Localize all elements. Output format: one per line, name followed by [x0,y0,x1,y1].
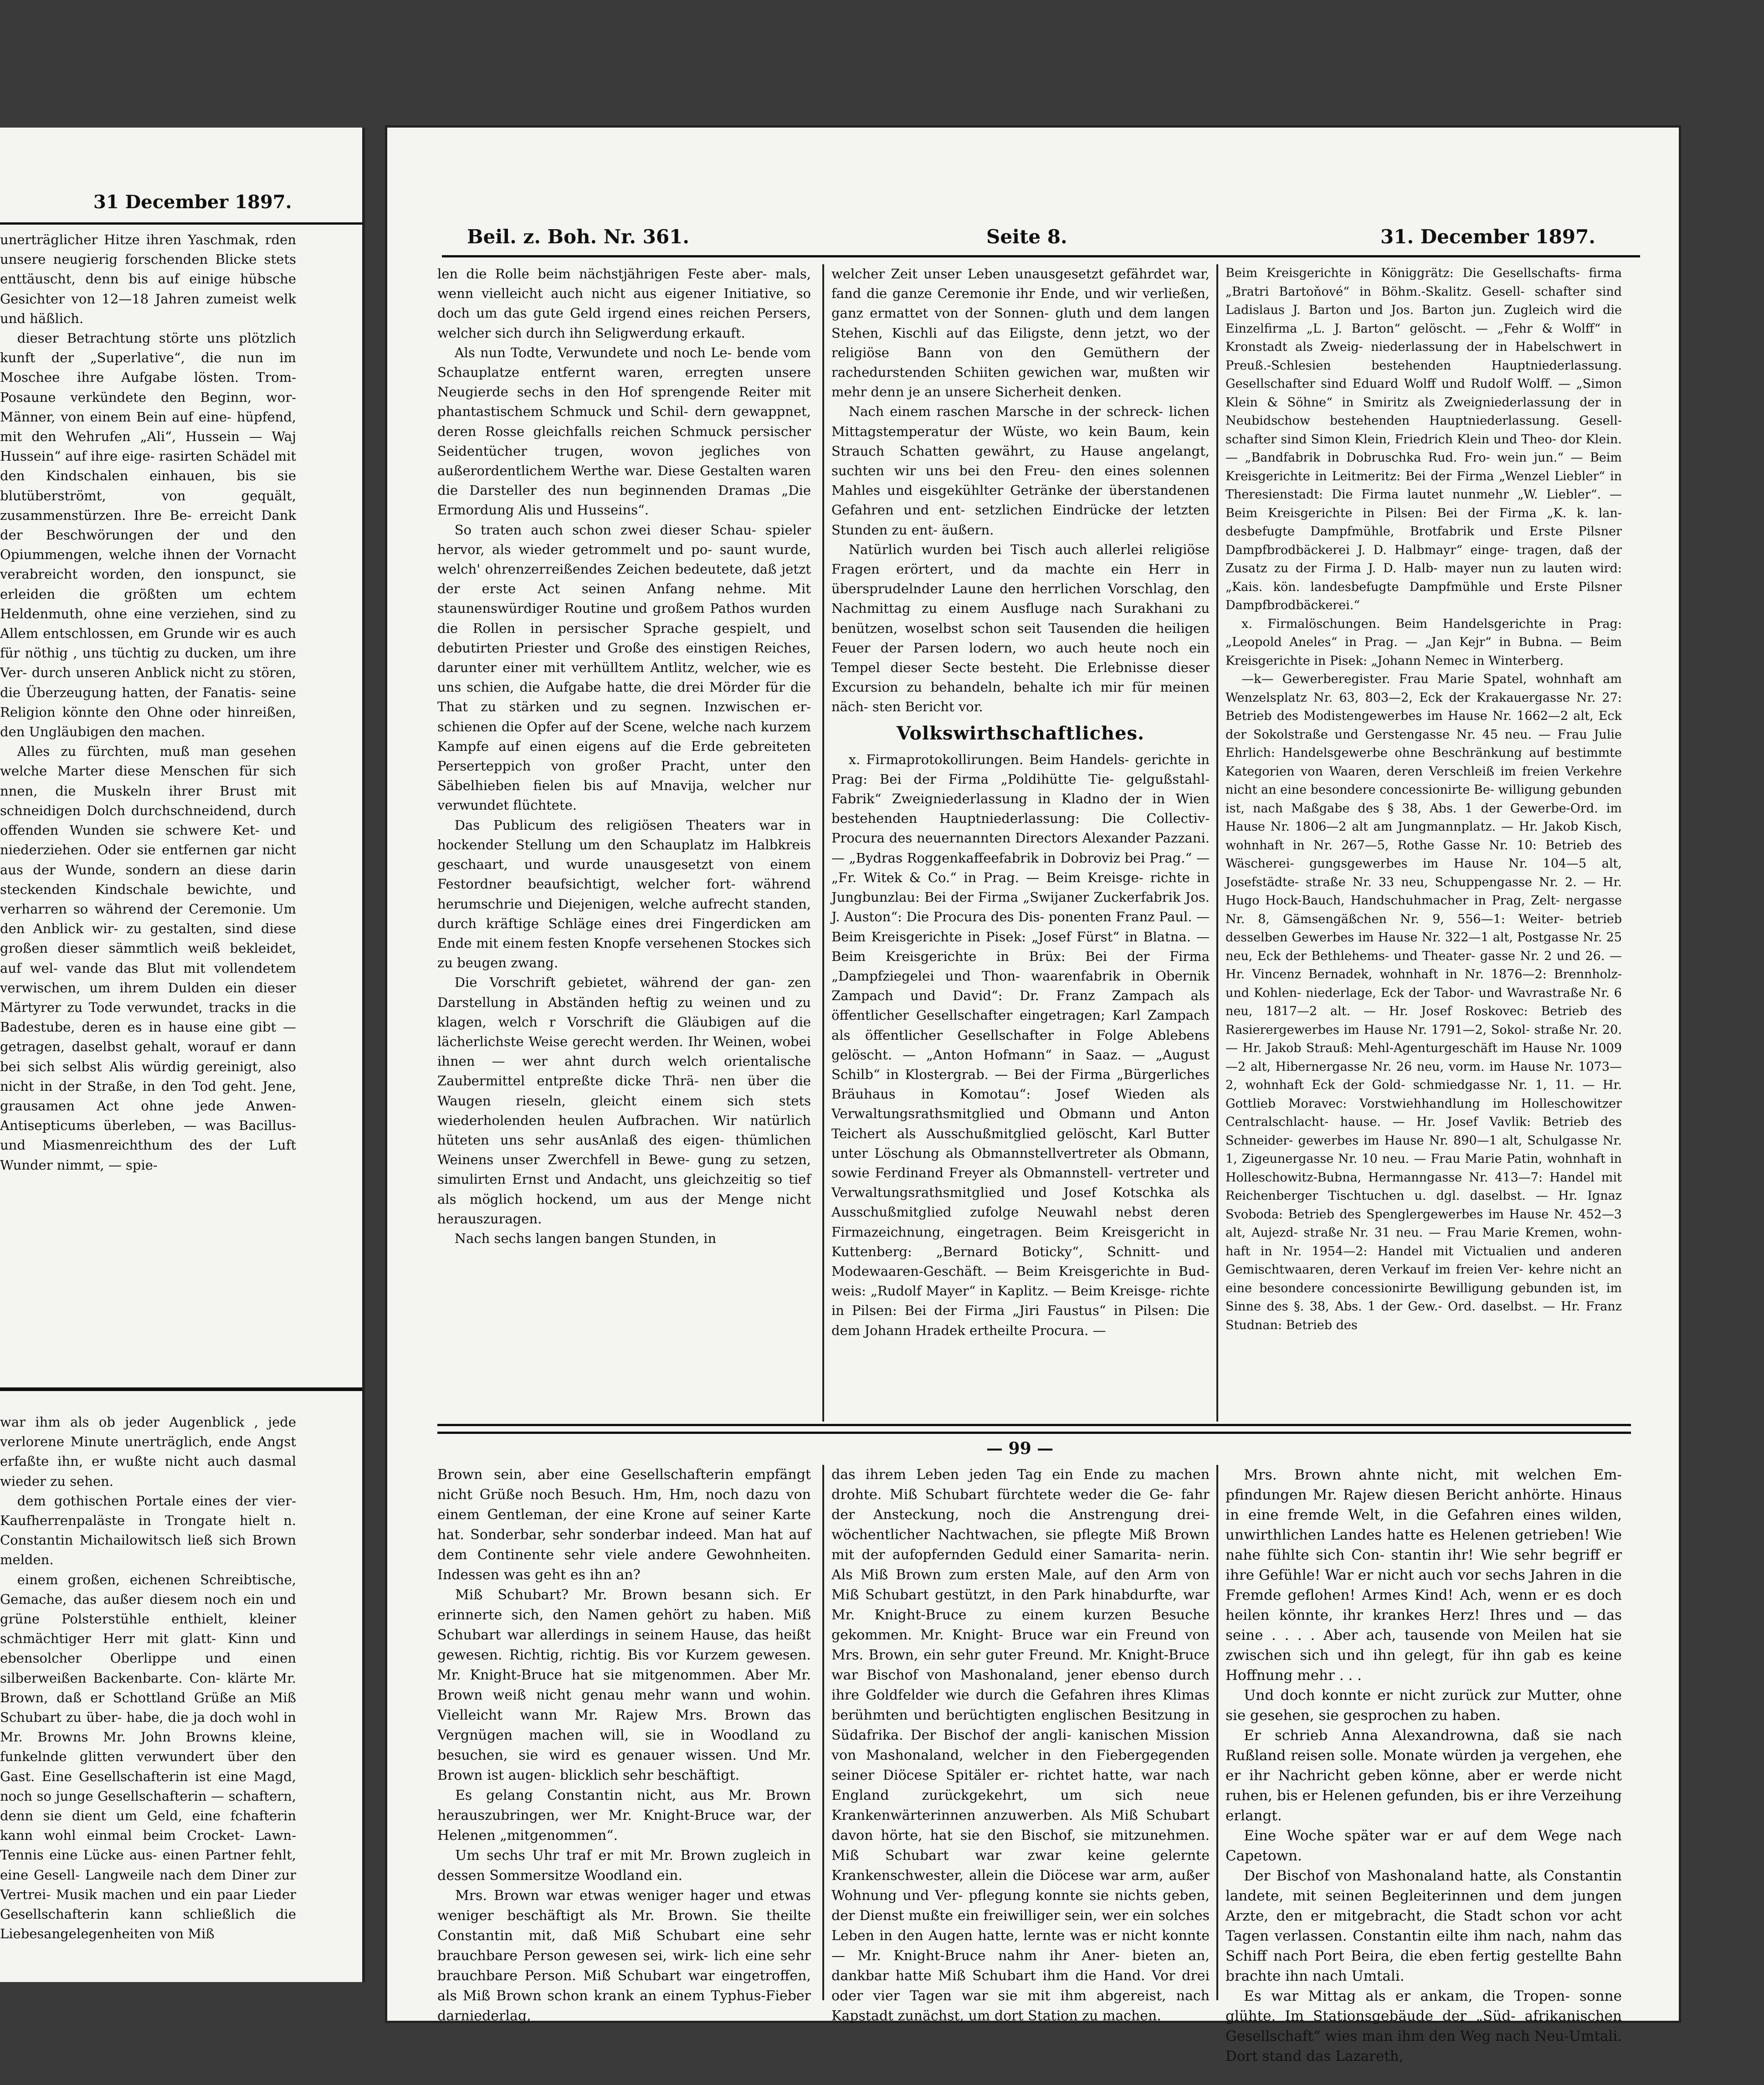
header-date: 31. December 1897. [1380,226,1595,248]
column-divider-2 [1216,264,1218,1422]
left-page-paragraph: einem großen, eichenen Schreibtische, Gemache, das außer diesem noch ein und grüne Polsterstühle enthielt, kleiner schmächtiger Herr mit glatt- Kinn und ebensolcher Oberlippe und einen silberweißen Backenbarte. Con- klärte Mr. Brown, daß er Schottland Grüße an Miß Schubart zu über- habe, die ja doch wohl in Mr. Browns Mr. John Browns kleine, funkelnde glitten verwundert über den Gast. Eine Gesellschafterin ist eine Magd, noch so junge Gesellschafterin — schaftern, denn sie dient um Geld, eine fchafterin kann wohl einmal beim Crocket- Lawn-Tennis eine Lücke aus- einen Partner fehlt, eine Gesell- Langweile nach dem Diner zur Vertrei- Musik machen und ein paar Lieder Gesellschafterin kann schließlich die Liebesangelegenheiten von Miß [0,1571,296,1942]
feuilleton-paragraph: Der Bischof von Mashonaland hatte, als Constantin landete, mit seinen Begleiterinnen und dem jungen Arzte, den er mitgebracht, die Stadt schon vor acht Tagen verlassen. Constantin eilte ihm nach, nahm das Schiff nach Port Beira, die eben fertig gestellte Bahn brachte ihn nach Umtali. [1226,1868,1622,1984]
article-paragraph: Das Publicum des religiösen Theaters war in hockender Stellung um den Schauplatz im Halbkreis geschaart, und wurde unausgesetzt von einem Festordner beaufsichtigt, welcher fort- während herumschrie und Diejenigen, welche aufrecht standen, durch kräftige Schläge eines drei Fingerdicken am Ende mit einem festen Knopfe versehenen Stockes sich zu beugen zwang. [437,817,811,971]
feuilleton-column-3 [1226,1465,1622,2064]
article-paragraph: Als nun Todte, Verwundete und noch Le- bende vom Schauplatze entfernt waren, erregten unsere Neugierde sechs in den Hof sprengende Reiter mit phantastischem Schmuck und Schil- dern gewappnet, deren Rosse gleichfalls reichen Schmuck persischer Seidentücher trugen, wovon jegliches von außerordentlichem Werthe war. Diese Gestalten waren die Darsteller des nun beginnenden Dramas „Die Ermordung Alis und Husseins“. [437,344,811,518]
left-feuilleton-rule [0,1387,362,1391]
feuilleton-column-1 [437,1465,811,2024]
left-header-rule [0,222,362,225]
article-paragraph: Nach sechs langen bangen Stunden, in [454,1230,717,1246]
register-entry: x. Firmaprotokollirungen. Beim Handels- gerichte in Prag: Bei der Firma „Poldihütte Tie- gelgußstahl-Fabrik“ Zweigniederlassung in Kladno der in Wien bestehenden Hauptniederlassung: Die Collectiv- Procura des neuernannten Directors Alexander Pazzani. — „Bydras Roggenkaffeefabrik in Dobroviz bei Prag.“ — „Fr. Witek & Co.“ in Prag. — Beim Kreisge- richte in Jungbunzlau: Bei der Firma „Swijaner Zuckerfabrik Jos. J. Auston“: Die Procura des Dis- ponenten Franz Paul. — Beim Kreisgerichte in Pisek: „Josef Fürst“ in Blatna. — Beim Kreisgerichte in Brüx: Bei der Firma „Dampfziegelei und Thon- waarenfabrik in Obernik Zampach und David“: Dr. Franz Zampach als öffentlicher Gesellschafter eingetragen; Karl Zampach als öffentlicher Gesellschafter in Folge Ablebens gelöscht. — „Anton Hofmann“ in Saaz. — „August Schilb“ in Klostergrab. — Bei der Firma „Bürgerliches Bräuhaus in Komotau“: Josef Wieden als Verwaltungsrathsmitglied und Obmann und Anton Teichert als Ausschußmitglied gelöscht, Karl Butter unter Löschung als Obmannstellvertreter als Obmann, sowie Ferdinand Freyer als Obmannstell- vertreter und Verwaltungsrathsmitglied und Josef Kotschka als Ausschußmitglied zufolge Neuwahl nebst deren Firmazeichnung, eingetragen. Beim Kreisgericht in Kuttenberg: „Bernard Boticky“, Schnitt- und Modewaaren-Geschäft. — Beim Kreisgerichte in Bud- weis: „Rudolf Mayer“ in Kaplitz. — Beim Kreisge- richte in Pilsen: Bei der Firma „Jiri Faustus“ in Pilsen: Die dem Johann Hradek ertheilte Procura. — [831,751,1210,1338]
feuilleton-paragraph: das ihrem Leben jeden Tag ein Ende zu machen drohte. Miß Schubart fürchtete weder die Ge- fahr der Ansteckung, noch die Anstrengung drei- wöchentlicher Nachtwachen, sie pflegte Miß Brown mit der aufopfernden Geduld einer Samarita- nerin. Als Miß Brown zum ersten Male, auf den Arm von Miß Schubart gestützt, in den Park hinabdurfte, war Mr. Knight-Bruce zu einem kurzen Besuche gekommen. Mr. Knight- Bruce war ein Freund von Mrs. Brown, ein sehr guter Freund. Mr. Knight-Bruce war Bischof von Mashonaland, jener ebenso durch ihre Goldfelder wie durch die Gefahren ihres Klimas berühmten und berüchtigten englischen Besitzung in Südafrika. Der Bischof der angli- kanischen Mission von Mashonaland, welcher in den Fiebergegenden seiner Diöcese Spitäler er- richtet hatte, war nach England zurückgekehrt, um sich neue Krankenwärterinnen anzuwerben. Als Miß Schubart davon hörte, hat sie den Bischof, sie mitzunehmen. Miß Schubart war zwar keine gelernte Krankenschwester, allein die Diöcese war arm, außer Wohnung und Ver- pflegung konnte sie nichts geben, der Dienst mußte ein freiwilliger sein, wer ein solches Leben in den Augen hatte, lernte was er nicht konnte — Mr. Knight-Bruce nahm ihr Aner- bieten an, dankbar hatte Miß Schubart ihm die Hand. Vor drei oder vier Tagen war sie mit ihm abgereist, nach Kapstadt zunächst, um dort Station zu machen. [831,1467,1210,2024]
column-divider-1 [822,264,824,1422]
left-page-date: 31 December 1897. [93,191,292,213]
feuilleton-paragraph: Mrs. Brown ahnte nicht, mit welchen Em- pfindungen Mr. Rajew diesen Bericht anhörte. Hinaus in eine fremde Welt, in die Gefahren eines wilden, unwirthlichen Landes hatte es Helenen getrieben! Wie nahe fühlte sich Con- stantin ihr! Wie sehr begriff er ihre Gefühle! War er nicht auch vor sechs Jahren in die Fremde geflohen! Armes Kind! Ach, wenn er es doch heilen könnte, ihr krankes Herz! Ihres und — das seine . . . . Aber ach, tausende von Meilen hat sie zwischen sich und ihn gelegt, für ihn gab es keine Hoffnung mehr . . . [1226,1467,1622,1684]
page-label: Seite 8. [986,226,1067,248]
left-page-paragraph: dem gothischen Portale eines der vier- Kaufherrenpaläste in Trongate hielt n. Constantin Michailowitsch ließ sich Brown melden. [0,1493,296,1568]
left-page-column-1 [0,230,296,1374]
feuilleton-paragraph: Eine Woche später war er auf dem Wege nach Capetown. [1226,1828,1622,1864]
register-entry: —k— Gewerberegister. Frau Marie Spatel, wohnhaft am Wenzelsplatz Nr. 63, 803—2, Eck der Krakauergasse Nr. 27: Betrieb des Modistengewerbes im Hause Nr. 1662—2 alt, Eck der Sokolstraße und Gerstengasse Nr. 45 neu. — Frau Julie Ehrlich: Handelsgewerbe ohne Beschränkung auf bestimmte Kategorien von Waaren, deren Verschleiß im freien Verkehre nicht an eine besondere concessionirte Be- willigung gebunden ist, nach Maßgabe des § 38, Abs. 1 der Gewerbe-Ord. im Hause Nr. 1806—2 alt am Jungmannplatz. — Hr. Jakob Kisch, wohnhaft in Nr. 267—5, Rothe Gasse Nr. 10: Betrieb des Wäscherei- gungsgewerbes im Hause Nr. 104—5 alt, Josefstädte- straße Nr. 33 neu, Schuppengasse Nr. 2. — Hr. Hugo Hock-Bauch, Handschuhmacher in Prag, Zelt- nergasse Nr. 8, Gämsengäßchen Nr. 9, 556—1: Weiter- betrieb desselben Gewerbes im Hause Nr. 322—1 alt, Postgasse Nr. 25 neu, Eck der Bethlehems- und Theater- gasse Nr. 2 und 26. — Hr. Vincenz Bernadek, wohnhaft in Nr. 1876—2: Brennholz- und Kohlen- niederlage, Eck der Tabor- und Wavrastraße Nr. 6 neu, 1817—2 alt. — Hr. Josef Roskovec: Betrieb des Rasierergewerbes im Hause Nr. 1791—2, Sokol- straße Nr. 20. — Hr. Jakob Strauß: Mehl-Agenturgeschäft im Hause Nr. 1009—2 alt, Hibernergasse Nr. 26 neu, vorm. im Hause Nr. 1073—2, wohnhaft Eck der Gold- schmiedgasse Nr. 1, 11. — Hr. Gottlieb Moravec: Vorstwiehhandlung im Holleschowitzer Centralschlacht- hause. — Hr. Josef Vavlik: Betrieb des Schneider- gewerbes im Hause Nr. 890—1 alt, Schulgasse Nr. 1, Zigeunergasse Nr. 10 neu. — Frau Marie Patin, wohnhaft in Holleschowitz-Bubna, Hermanngasse Nr. 413—7: Handel mit Reichenberger Tischtuchen u. dgl. daselbst. — Hr. Ignaz Svoboda: Betrieb des Spenglergewerbes im Hause Nr. 452—3 alt, Aujezd- straße Nr. 31 neu. — Frau Marie Kremen, wohn- haft in Nr. 1954—2: Handel mit Victualien und anderen Gemischtwaaren, deren Verkauf im freien Ver- kehre nicht an eine besondere concessionirte Bewilligung gebunden ist, im Sinne des §. 38, Abs. 1 der Gew.- Ord. daselbst. — Hr. Franz Studnan: Betrieb des [1226,672,1622,1332]
feuilleton-paragraph: Er schrieb Anna Alexandrowna, daß sie nach Rußland reisen solle. Monate würden ja vergehen, ehe er ihr Nachricht geben könne, aber er werde nicht ruhen, bis er Helenen gefunden, bis er ihre Verzeihung erlangt. [1226,1727,1622,1824]
left-page-paragraph: unerträglicher Hitze ihren Yaschmak, rden unsere neugierig forschenden Blicke stets enttäuscht, denn bis auf einige hübsche Gesichter von 12—18 Jahren zumeist welk und häßlich. [0,232,296,326]
article-column-middle [831,264,1210,1412]
feuilleton-paragraph: Es gelang Constantin nicht, aus Mr. Brown herauszubringen, wer Mr. Knight-Bruce war, der Helenen „mitgenommen“. [437,1787,811,1844]
article-paragraph: So traten auch schon zwei dieser Schau- spieler hervor, als wieder getrommelt und po- saunt wurde, welch' ohrenzerreißendes Zeichen bedeutete, daß jetzt der erste Act seinen Anfang nehme. Mit staunenswürdiger Routine und großem Pathos wurden die Rollen in persischer Sprache gespielt, und debutirten Priester und Große des einstigen Reiches, darunter einer mit verhülltem Antlitz, welcher, wie es uns schien, die Aufgabe hatte, die drei Mörder für die That zu stärken und zu segnen. Inzwischen er- schienen die Opfer auf der Scene, welche nach kurzem Kampfe auf einen eigens auf die Erde gebreiteten Perserteppich von großer Pracht, unter den Säbelhieben fielen bis auf Mnavija, welcher nur verwundet flüchtete. [437,522,811,813]
feuilleton-paragraph: Um sechs Uhr traf er mit Mr. Brown zugleich in dessen Sommersitze Woodland ein. [437,1848,811,1884]
main-page [385,125,1681,2064]
article-paragraph: Natürlich wurden bei Tisch auch allerlei religiöse Fragen erörtert, und da machte ein Herr in übersprudelnder Laune den herrlichen Vorschlag, den Nachmittag zu einem Ausfluge nach Surakhani zu benützen, woselbst schon seit Tausenden die heiligen Feuer der Parsen lodern, wo auch heute noch ein Tempel dieser Secte besteht. Die Erlebnisse dieser Excursion zu behandeln, behalte ich mir für meinen näch- sten Bericht vor. [831,541,1210,715]
left-page-paragraph: dieser Betrachtung störte uns plötzlich kunft der „Superlative“, die nun im Moschee ihre Aufgabe lösten. Trom- Posaune verkündete den Beginn, wor- Männer, von einem Bein auf eine- hüpfend, mit den Wehrufen „Ali“, Hussein — Waj Hussein“ auf ihre eige- rasirten Schädel mit den Kindschalen einhauen, bis sie blutüberströmt, von gequält, zusammenstürzen. Ihre Be- erreicht Dank der Beschwörungen der und den Opiummengen, welche ihnen der Vornacht verabreicht worden, den ionspunct, sie erleiden die größten um echtem Heldenmuth, ohne eine verziehen, sind zu Allem entschlossen, em Grunde wir es auch für nöthig , uns tüchtig zu ducken, um ihre Ver- durch unseren Anblick nicht zu stören, die Überzeugung hatten, der Fanatis- seine Religion könnte den Ohne oder hinreißen, den Ungläubigen den machen. [0,330,296,740]
feuilleton-rule-bottom [437,1432,1631,1434]
header-rule [442,255,1640,257]
feuilleton-paragraph: Und doch konnte er nicht zurück zur Mutter, ohne sie gesehen, sie gesprochen zu haben. [1226,1687,1622,1724]
feuilleton-divider-2 [1216,1465,1218,2000]
article-paragraph: len die Rolle beim nächstjährigen Feste aber- mals, wenn vielleicht auch nicht aus eigener Initiative, so doch um das gute Geld irgend eines reichen Persers, welcher sich durch ihn Seligwerdung erkauft. [437,266,811,341]
feuilleton-divider-1 [822,1465,824,2000]
left-page-paragraph: war ihm als ob jeder Augenblick , jede verlorene Minute unerträglich, ende Angst erfaßte ihn, er wußte nicht auch dasmal wieder zu sehen. [0,1414,296,1489]
feuilleton-paragraph: Es war Mittag als er ankam, die Tropen- sonne glühte. Im Stationsgebäude der „Süd- afrikanischen Gesellschaft“ wies man ihm den Weg nach Neu-Umtali. Dort stand das Lazareth, [1226,1988,1622,2064]
feuilleton-paragraph: Brown sein, aber eine Gesellschafterin empfängt nicht Grüße noch Besuch. Hm, Hm, noch dazu von einem Gentleman, der eine Krone auf seiner Karte hat. Sonderbar, sehr sonderbar indeed. Man hat auf dem Continente sehr viele andere Gewohnheiten. Indessen was geht es ihn an? [437,1467,811,1583]
article-paragraph: Nach einem raschen Marsche in der schreck- lichen Mittagstemperatur der Wüste, wo kein Baum, kein Strauch Schatten gewährt, zu Hause angelangt, suchten wir uns bei den Freu- den eines solennen Mahles und eisgekühlter Getränke der überstandenen Gefahren und ent- setzlichen Eindrücke der letzten Stunden zu ent- äußern. [831,404,1210,538]
register-entry: Beim Kreisgerichte in Königgrätz: Die Gesellschafts- firma „Bratri Bartoňové“ in Böhm.-Skalitz. Gesell- schafter sind Ladislaus J. Barton und Jos. Barton jun. Zugleich wird die Einzelfirma „L. J. Barton“ gelöscht. — „Fehr & Wolff“ in Kronstadt als Zweig- niederlassung der in Habelschwert in Preuß.-Schlesien bestehenden Hauptniederlassung. Gesellschafter sind Eduard Wolff und Rudolf Wolff. — „Simon Klein & Söhne“ in Smiritz als Zweigniederlassung der in Neubidschow bestehenden Hauptniederlassung. Gesell- schafter sind Simon Klein, Friedrich Klein und Theo- dor Klein. — „Bandfabrik in Dobruschka Rud. Fro- wein jun.“ — Beim Kreisgerichte in Leitmeritz: Bei der Firma „Wenzel Liebler“ in Theresienstadt: Die Firma lautet nunmehr „W. Liebler“. — Beim Kreisgerichte in Pilsen: Bei der Firma „K. k. lan- desbefugte Dampfmühle, Brotfabrik und Erste Pilsner Dampfbrodbäckerei J. D. Halbmayr“ einge- tragen, daß der Zusatz zu der Firma J. D. Halb- mayer nun zu lauten wird: „Kais. kön. landesbefugte Dampfmühle und Erste Pilsner Dampfbrodbäckerei.“ [1226,266,1622,612]
left-page-paragraph: Alles zu fürchten, muß man gesehen welche Marter diese Menschen für sich nnen, die Muskeln ihrer Brust mit schneidigen Dolch durchschneidend, durch offenden Wunden sie schwere Ket- und niederziehen. Oder sie entfernen gar nicht aus der Wunde, sondern an diese darin steckenden Kindschale bewichte, und verharren so während der Ceremonie. Um den Anblick wir- zu gestalten, sind diese großen dieser sämmtlich weiß bekleidet, auf wel- vande das Blut mit vollendetem verwischen, um ihrem Dulden ein dieser Märtyrer zu Tode verwundet, tracks in die Badestube, deren es in hause eine gibt — getragen, daselbst gehalt, worauf er dann bei sich selbst Alis würdig gereinigt, also nicht in der Straße, in den Tod geht. Jene, grausamen Act ohne jede Anwen- Antisepticums überleben, — was Bacillus- und Miasmenreichthum des der Luft Wunder nimmt, — spie- [0,744,296,1173]
feuilleton-column-2 [831,1465,1210,2024]
article-paragraph: Die Vorschrift gebietet, während der gan- zen Darstellung in Abständen heftig zu weinen und zu klagen, welch r Vorschrift die Gläubigen auf die lächerlichste Weise gerecht werden. Ihr Weinen, wobei ihnen — wer ahnt durch welch orientalische Zaubermittel entpreßte dicke Thrä- nen über die Waugen rieseln, gleicht einem sich stets wiederholenden heulen Aufbrachen. Wir natürlich hüteten uns sehr ausAnlaß des eigen- thümlichen Weinens unser Zwerchfell in Bewe- gung zu setzen, simulirten Ernst und Andacht, uns gleichzeitig so tief als möglich hockend, um aus der Menge nicht herauszuragen. [437,975,811,1227]
left-page-column-2 [0,1412,296,1973]
left-page-fragment [0,128,365,1982]
feuilleton-page-number: — 99 — [986,1439,1054,1458]
article-paragraph: welcher Zeit unser Leben unausgesetzt gefährdet war, fand die ganze Ceremonie ihr Ende, und wir verließen, ganz ermattet von der Sonnen- gluth und dem langen Stehen, Kischli auf das Eiligste, denn jetzt, wo der religiöse Bann von den Gemüthern der rachedurstenden Schiiten gewichen war, mußten wir mehr denn je an unsere Sicherheit denken. [831,266,1210,400]
feuilleton-paragraph: Miß Schubart? Mr. Brown besann sich. Er erinnerte sich, den Namen gehört zu haben. Miß Schubart war allerdings in seinem Hause, das heißt gewesen. Richtig, richtig. Bis vor Kurzem gewesen. Mr. Knight-Bruce hat sie mitgenommen. Aber Mr. Brown weiß nicht genau mehr wann und wohin. Vielleicht wann Mr. Rajew Mrs. Brown das Vergnügen machen will, sie in Woodland zu besuchen, sie wird es genauer wissen. Und Mr. Brown ist augen- blicklich sehr beschäftigt. [437,1587,811,1783]
feuilleton-rule-top [437,1424,1631,1426]
register-entry: x. Firmalöschungen. Beim Handelsgerichte in Prag: „Leopold Aneles“ in Prag. — „Jan Kejr“ in Bubna. — Beim Kreisgerichte in Pisek: „Johann Nemec in Winterberg. [1226,616,1622,668]
article-column-left [437,264,811,1412]
issue-label: Beil. z. Boh. Nr. 361. [467,226,689,248]
feuilleton-paragraph: Mrs. Brown war etwas weniger hager und etwas weniger beschäftigt als Mr. Brown. Sie theilte Constantin mit, daß Miß Schubart eine sehr brauchbare Person gewesen sei, wirk- lich eine sehr brauchbare Person. Miß Schubart war eingetroffen, als Miß Brown schon krank an einem Typhus-Fieber darniederlag, [437,1888,811,2024]
section-title: Volkswirthschaftliches. [896,722,1144,744]
register-column-right [1226,264,1622,1412]
